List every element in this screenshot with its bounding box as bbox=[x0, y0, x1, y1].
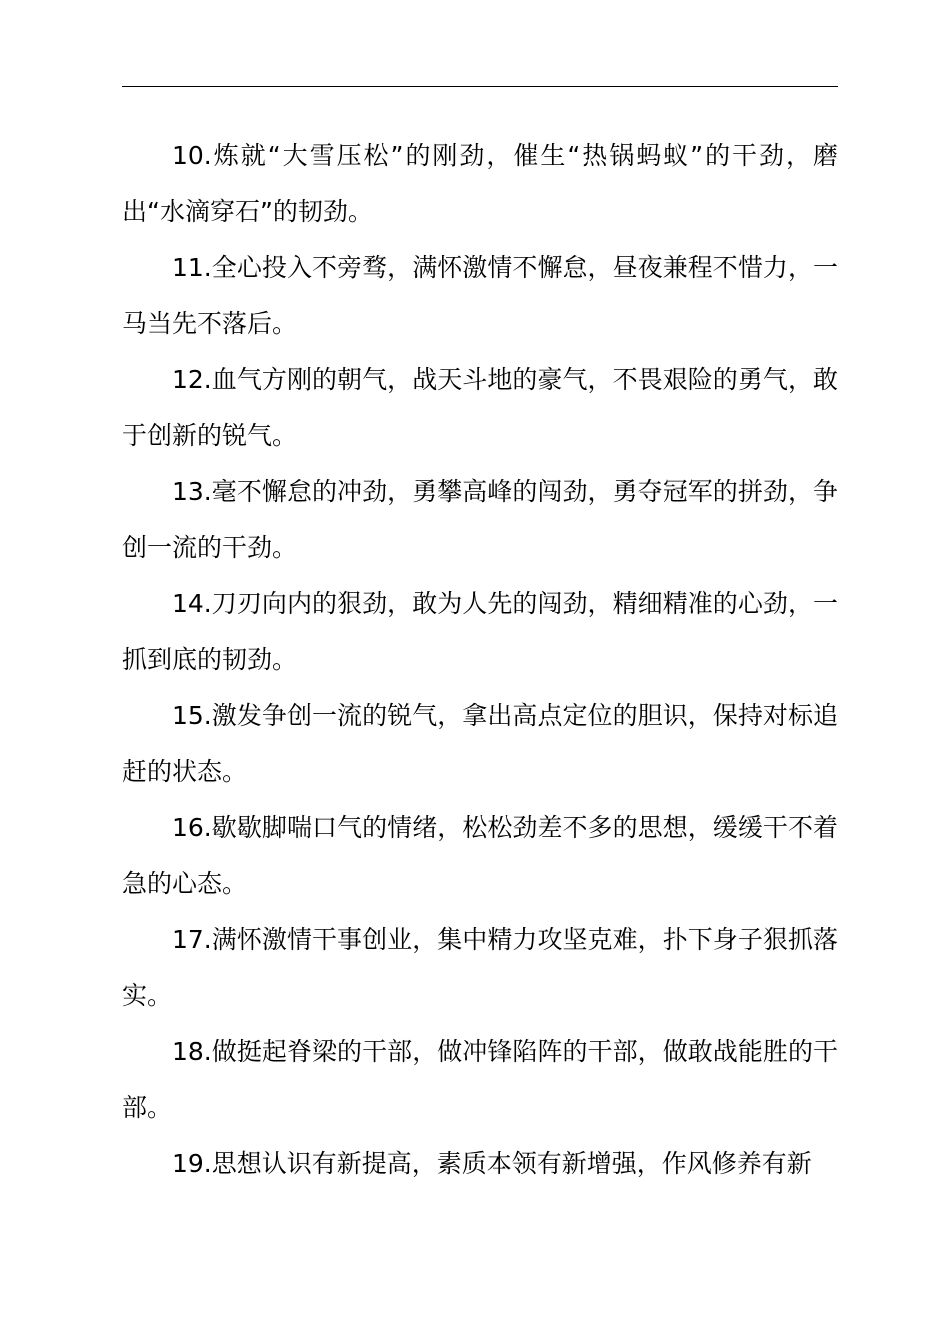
document-body bbox=[122, 128, 838, 1192]
list-item-18: 18.做挺起脊梁的干部，做冲锋陷阵的干部，做敢战能胜的干部。 bbox=[122, 1037, 838, 1122]
list-item-14: 14.刀刃向内的狠劲，敢为人先的闯劲，精细精准的心劲，一抓到底的韧劲。 bbox=[122, 589, 838, 674]
list-item-12: 12.血气方刚的朝气，战天斗地的豪气，不畏艰险的勇气，敢于创新的锐气。 bbox=[122, 365, 838, 450]
header-rule bbox=[122, 86, 838, 87]
list-item-16: 16.歇歇脚喘口气的情绪，松松劲差不多的思想，缓缓干不着急的心态。 bbox=[122, 813, 838, 898]
list-item-13: 13.毫不懈怠的冲劲，勇攀高峰的闯劲，勇夺冠军的拼劲，争创一流的干劲。 bbox=[122, 477, 838, 562]
list-item-19: 19.思想认识有新提高，素质本领有新增强，作风修养有新 bbox=[172, 1149, 812, 1178]
list-item-15: 15.激发争创一流的锐气，拿出高点定位的胆识，保持对标追赶的状态。 bbox=[122, 701, 838, 786]
list-item-17: 17.满怀激情干事创业，集中精力攻坚克难，扑下身子狠抓落实。 bbox=[122, 925, 838, 1010]
list-item-10: 10.炼就“大雪压松”的刚劲，催生“热锅蚂蚁”的干劲，磨出“水滴穿石”的韧劲。 bbox=[122, 141, 838, 226]
list-item-11: 11.全心投入不旁骛，满怀激情不懈怠，昼夜兼程不惜力，一马当先不落后。 bbox=[122, 253, 838, 338]
